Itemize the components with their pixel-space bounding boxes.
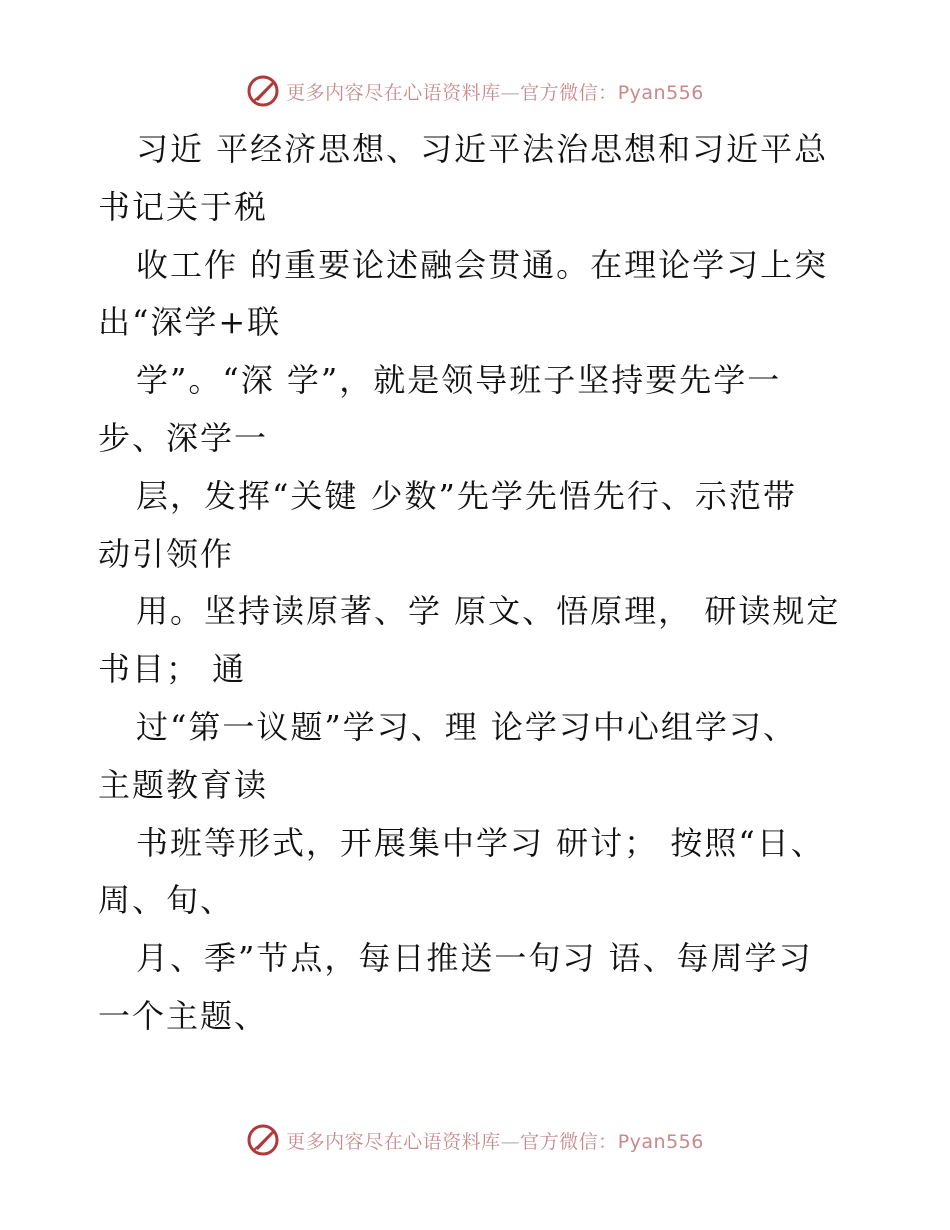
banner-main-text: 更多内容尽在心语资料库: [286, 81, 501, 104]
text-line: 书目； 通: [98, 650, 247, 689]
document-body: [98, 121, 898, 1046]
text-line: 用。坚持读原著、学 原文、悟原理， 研读规定: [136, 592, 841, 631]
text-line: 层，发挥“关键 少数”先学先悟先行、示范带: [136, 476, 797, 515]
text-line: 步、深学一: [98, 418, 269, 457]
text-line: 出“深学+联: [98, 303, 282, 342]
text-line: 书班等形式，开展集中学习 研讨； 按照“日、: [136, 823, 825, 862]
banner-wechat-id: Pyan556: [617, 81, 704, 104]
header-banner: [0, 71, 950, 111]
text-line: 周、旬、: [98, 881, 235, 920]
banner-text: [286, 1127, 704, 1154]
banner-text: [286, 78, 704, 105]
text-line: 习近 平经济思想、习近平法治思想和习近平总: [136, 130, 829, 168]
banner-suffix: 官方微信：: [520, 1130, 618, 1153]
banner-dash: —: [500, 1130, 521, 1153]
banner-main-text: 更多内容尽在心语资料库: [286, 1130, 501, 1153]
banner-wechat-id: Pyan556: [617, 1130, 704, 1153]
quill-logo-icon: [246, 74, 280, 108]
text-line: 书记关于税: [98, 187, 269, 226]
text-line: 过“第一议题”学习、理 论学习中心组学习、: [136, 707, 797, 746]
banner-suffix: 官方微信：: [520, 81, 618, 104]
text-line: 动引领作: [98, 534, 235, 573]
text-line: 月、季”节点，每日推送一句习 语、每周学习: [136, 939, 813, 978]
banner-dash: —: [500, 81, 521, 104]
quill-logo-icon: [246, 1123, 280, 1157]
footer-banner: [0, 1120, 950, 1160]
text-line: 收工作 的重要论述融会贯通。在理论学习上突: [136, 245, 829, 284]
text-line: 学”。“深 学”，就是领导班子坚持要先学一: [136, 361, 782, 400]
text-line: 一个主题、: [98, 996, 269, 1035]
text-line: 主题教育读: [98, 765, 269, 804]
